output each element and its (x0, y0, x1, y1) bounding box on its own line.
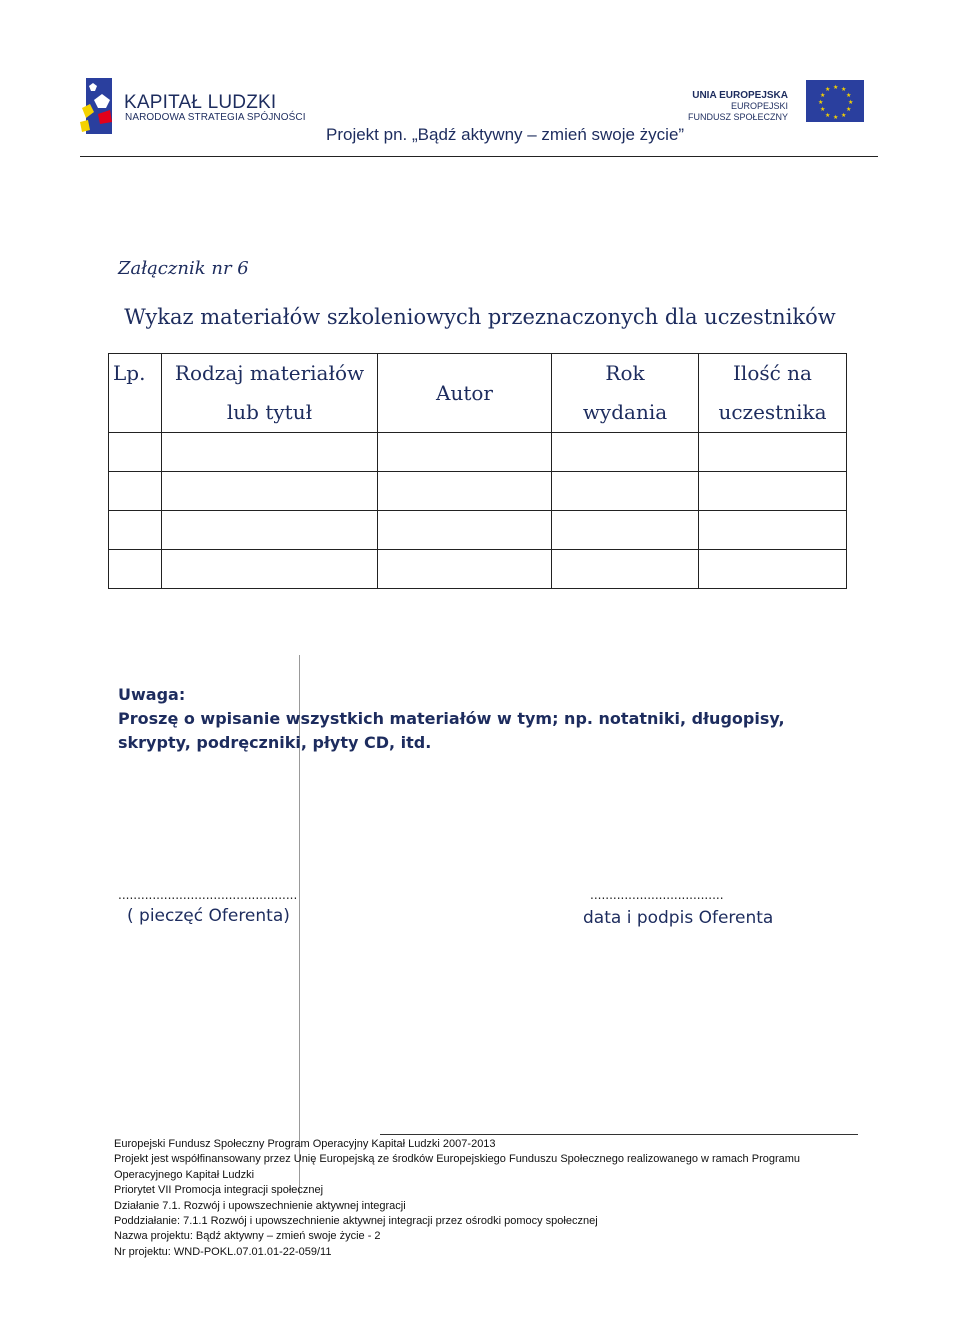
svg-text:★: ★ (818, 99, 824, 106)
kapital-ludzki-title: KAPITAŁ LUDZKI (124, 92, 277, 113)
footer-line: Działanie 7.1. Rozwój i upowszechnienie aktywnej integracji (114, 1199, 406, 1212)
table-cell[interactable] (109, 472, 162, 511)
note-label: Uwaga: (118, 685, 186, 704)
svg-text:★: ★ (833, 84, 839, 91)
project-name: Projekt pn. „Bądź aktywny – zmień swoje życie” (326, 125, 685, 144)
signature-dotted-line: ................................... (590, 888, 724, 902)
kapital-ludzki-logo-icon (80, 78, 118, 134)
footer-line: Poddziałanie: 7.1.1 Rozwój i upowszechnienie aktywnej integracji przez ośrodki pomocy społecznej (114, 1215, 598, 1228)
table-cell[interactable] (552, 550, 699, 589)
kapital-ludzki-subtitle: NARODOWA STRATEGIA SPÓJNOŚCI (125, 112, 306, 123)
note-text: Proszę o wpisanie wszystkich materiałów w tym; np. notatniki, długopisy, skrypty, podręczniki, płyty CD, itd. (118, 709, 785, 752)
table-cell[interactable] (699, 472, 847, 511)
header-year-line2: wydania (582, 400, 668, 424)
table-header-row (109, 354, 847, 433)
eu-flag-icon (806, 80, 864, 122)
header-year-line1: Rok (605, 361, 645, 385)
svg-text:★: ★ (820, 92, 826, 99)
footer-line: Europejski Fundusz Społeczny Program Operacyjny Kapitał Ludzki 2007-2013 (114, 1138, 496, 1150)
table-row (109, 550, 847, 589)
table-cell[interactable] (162, 472, 378, 511)
table-cell[interactable] (699, 511, 847, 550)
note-block (118, 683, 858, 755)
table-cell[interactable] (378, 472, 552, 511)
eu-label (688, 90, 788, 123)
table-cell[interactable] (378, 433, 552, 472)
footer-line: Projekt jest współfinansowany przez Unię Europejską ze środków Europejskiego Funduszu Społecznego realizowanego w ramach Programu (114, 1153, 801, 1166)
table-cell[interactable] (552, 511, 699, 550)
signature-label: data i podpis Oferenta (583, 908, 774, 928)
footer (114, 1137, 800, 1260)
table-cell[interactable] (109, 433, 162, 472)
footer-line: Operacyjnego Kapitał Ludzki (114, 1168, 255, 1181)
svg-text:★: ★ (841, 112, 847, 119)
header-lp-line1: Lp. (113, 361, 146, 385)
svg-text:★: ★ (820, 106, 826, 113)
header-quantity-line2: uczestnika (718, 400, 827, 424)
table-cell[interactable] (552, 433, 699, 472)
table-row (109, 433, 847, 472)
header-author-line1: Autor (436, 380, 493, 405)
eu-line2: EUROPEJSKI (730, 101, 788, 111)
table-cell[interactable] (552, 472, 699, 511)
header-author (378, 354, 552, 433)
eu-line3: FUNDUSZ SPOŁECZNY (687, 112, 788, 122)
annex-number: Załącznik nr 6 (118, 258, 249, 279)
table-row (109, 511, 847, 550)
svg-text:★: ★ (846, 92, 852, 99)
header-year (552, 354, 699, 433)
svg-text:★: ★ (846, 106, 852, 113)
header-lp (109, 354, 162, 433)
document-title: Wykaz materiałów szkoleniowych przeznaczonych dla uczestników (124, 305, 836, 329)
table-cell[interactable] (699, 433, 847, 472)
footer-line: Nr projektu: WND-POKL.07.01.01-22-059/11 (114, 1245, 332, 1258)
table-cell[interactable] (109, 511, 162, 550)
svg-text:★: ★ (833, 114, 839, 121)
table-cell[interactable] (699, 550, 847, 589)
header-material-type (162, 354, 378, 433)
header-divider (80, 156, 878, 157)
svg-text:★: ★ (825, 112, 831, 119)
table-cell[interactable] (109, 550, 162, 589)
footer-line: Priorytet VII Promocja integracji społecznej (114, 1184, 324, 1197)
stamp-label: ( pieczęć Oferenta) (127, 906, 290, 926)
table-cell[interactable] (378, 511, 552, 550)
header-material-type-line2: lub tytuł (226, 400, 313, 424)
header-quantity-line1: Ilość na (733, 361, 812, 385)
svg-text:★: ★ (825, 86, 831, 93)
table-cell[interactable] (162, 433, 378, 472)
table-cell[interactable] (378, 550, 552, 589)
materials-table (108, 353, 847, 589)
table-row (109, 472, 847, 511)
table-cell[interactable] (162, 511, 378, 550)
eu-line1: UNIA EUROPEJSKA (692, 90, 788, 101)
svg-text:★: ★ (848, 99, 854, 106)
svg-text:★: ★ (841, 86, 847, 93)
header-material-type-line1: Rodzaj materiałów (174, 361, 365, 385)
table-cell[interactable] (162, 550, 378, 589)
footer-line: Nazwa projektu: Bądź aktywny – zmień swoje życie - 2 (114, 1230, 381, 1243)
footer-divider (380, 1134, 858, 1135)
header-quantity (699, 354, 847, 433)
stamp-dotted-line: ............................................... (118, 888, 298, 902)
